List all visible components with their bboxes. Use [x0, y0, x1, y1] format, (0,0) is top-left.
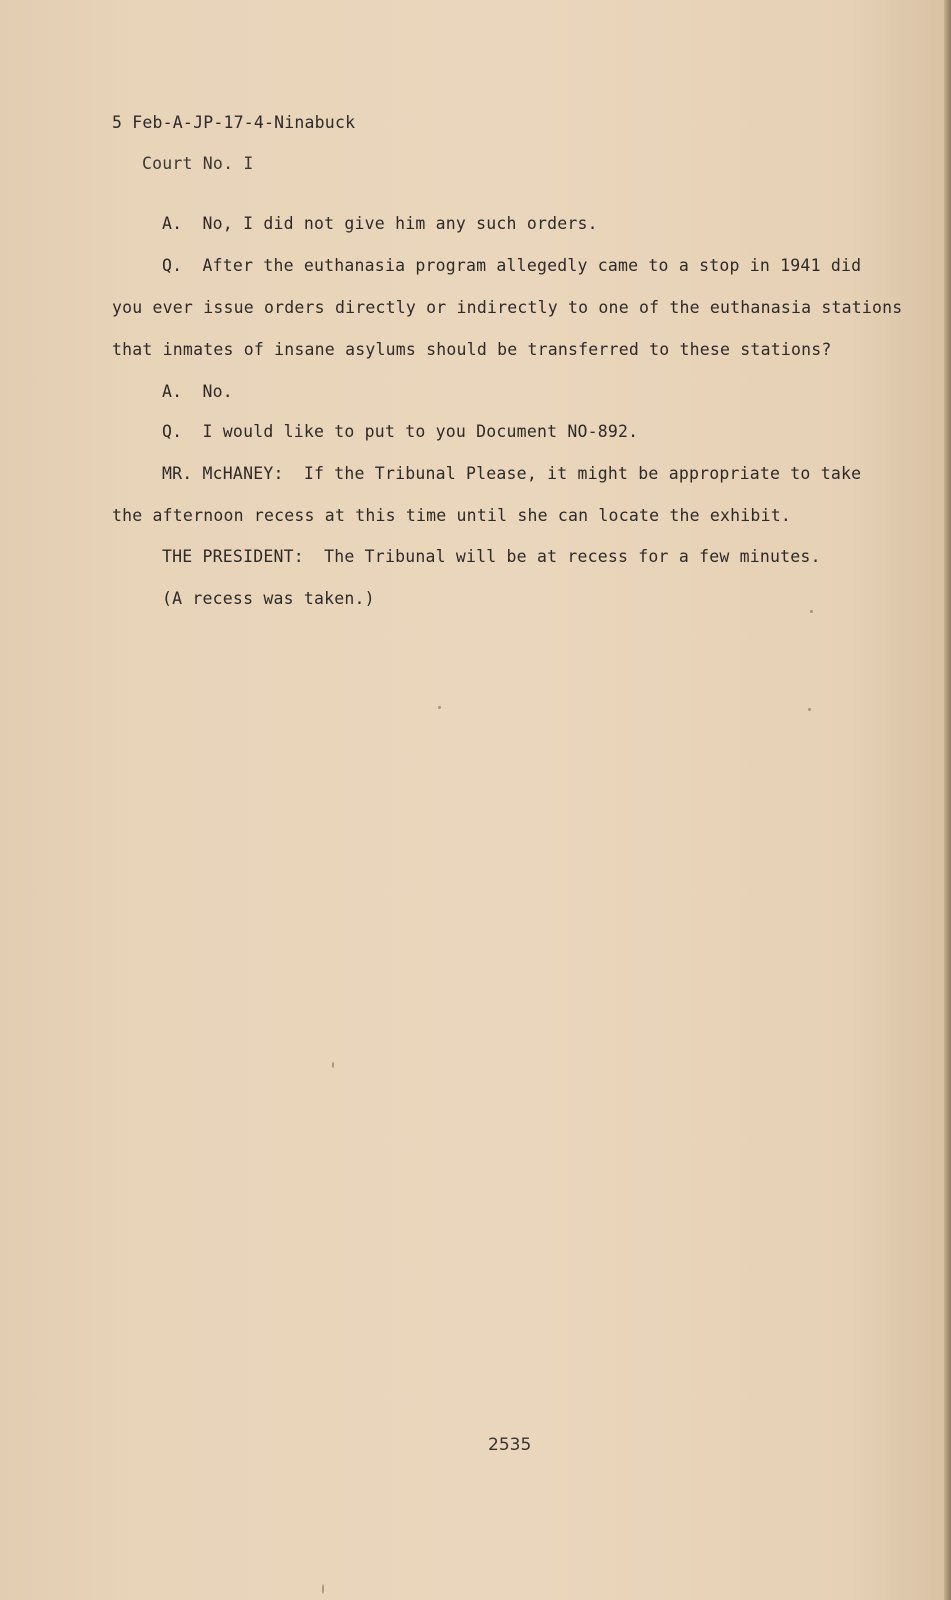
paper-speck [810, 610, 813, 613]
paper-speck [322, 1584, 324, 1594]
mchaney-statement-line-2: the afternoon recess at this time until she can locate the exhibit. [112, 506, 791, 525]
question-line-4: Q. I would like to put to you Document NO-892. [162, 422, 639, 441]
answer-line-2: A. No. [162, 382, 233, 401]
paper-speck [808, 708, 811, 711]
president-statement: THE PRESIDENT: The Tribunal will be at recess for a few minutes. [162, 547, 821, 566]
paper-speck [438, 706, 441, 709]
page-number: 2535 [488, 1435, 532, 1455]
recess-note: (A recess was taken.) [162, 589, 375, 608]
question-line-3: that inmates of insane asylums should be transferred to these stations? [112, 340, 832, 359]
answer-line-1: A. No, I did not give him any such orders. [162, 214, 598, 233]
court-label: Court No. I [142, 154, 254, 173]
question-line-2: you ever issue orders directly or indirectly to one of the euthanasia stations [112, 298, 903, 317]
question-line-1: Q. After the euthanasia program allegedly came to a stop in 1941 did [162, 256, 862, 275]
document-header: 5 Feb-A-JP-17-4-Ninabuck [112, 113, 356, 132]
paper-speck [332, 1062, 334, 1068]
mchaney-statement-line-1: MR. McHANEY: If the Tribunal Please, it might be appropriate to take [162, 464, 862, 483]
paper-edge [944, 0, 951, 1600]
